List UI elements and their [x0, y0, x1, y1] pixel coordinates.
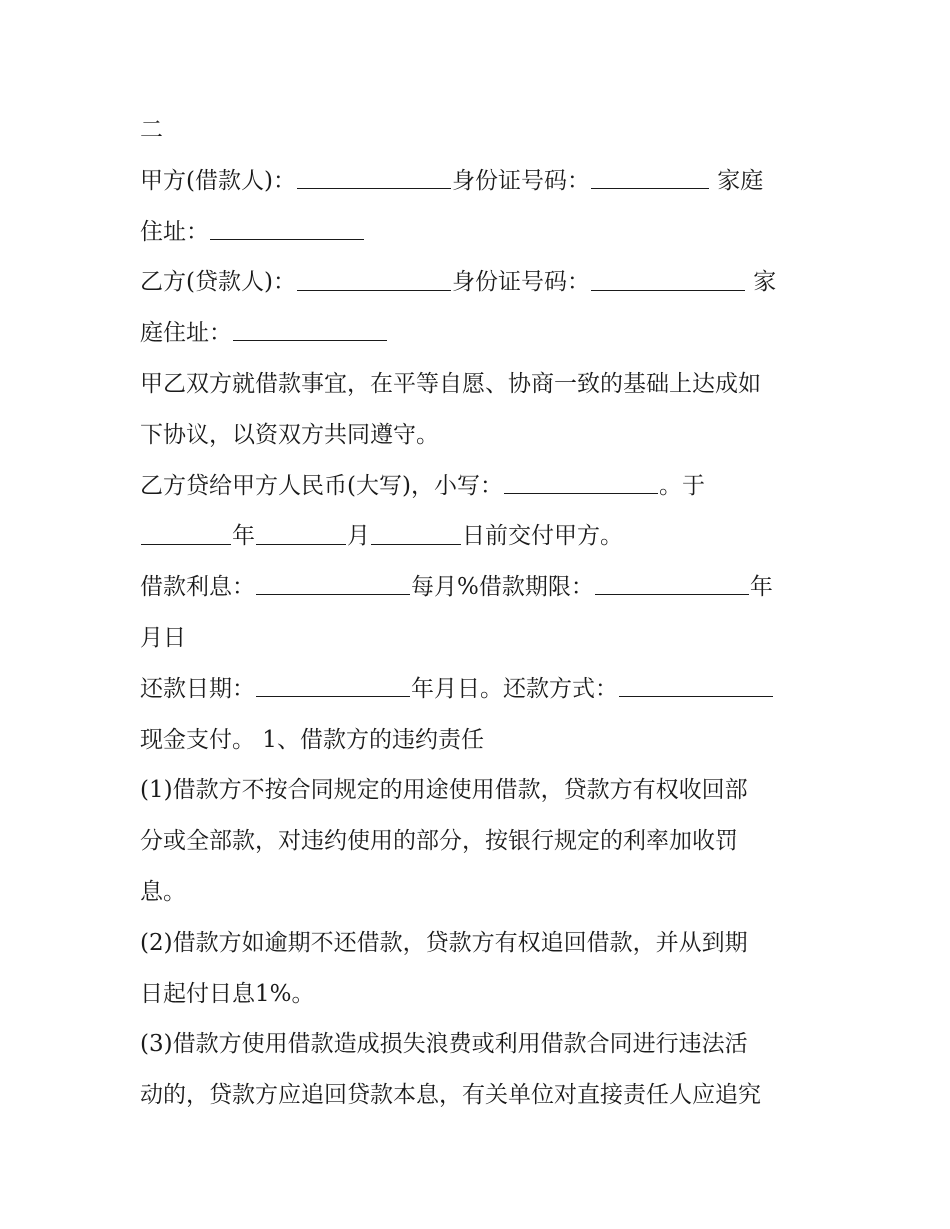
clause-3-line-2 — [140, 1070, 820, 1121]
clause-1-text-1: (1)借款方不按合同规定的用途使用借款，贷款方有权收回部 — [140, 777, 748, 804]
repayment-label: 还款日期： — [140, 675, 255, 702]
clause-1-text-3: 息。 — [140, 878, 186, 905]
repayment-middle: 年月日。还款方式： — [411, 675, 618, 702]
interest-middle: 每月%借款期限： — [411, 574, 594, 601]
payment-heading-text: 现金支付。 1、借款方的违约责任 — [140, 726, 484, 753]
preamble-line-2 — [140, 410, 820, 461]
party-a-id-label: 身份证号码： — [451, 167, 590, 194]
delivery-month-blank — [256, 544, 346, 545]
clause-2-text-2: 日起付日息1%。 — [140, 980, 315, 1007]
interest-label: 借款利息： — [140, 574, 255, 601]
clause-3-text-2: 动的，贷款方应追回贷款本息，有关单位对直接责任人应追究 — [140, 1082, 761, 1109]
section-number-text: 二 — [140, 117, 163, 143]
party-b-address-label-1: 家 — [753, 269, 777, 296]
loan-amount-text: 乙方贷给甲方人民币(大写)，小写： — [140, 472, 503, 499]
repayment-date-blank — [256, 696, 410, 697]
loan-amount-blank — [504, 493, 658, 494]
payment-heading-line — [140, 715, 820, 766]
delivery-year-blank — [141, 544, 231, 545]
delivery-day-blank — [371, 544, 461, 545]
interest-blank — [256, 594, 410, 595]
party-b-address-label-2: 庭住址： — [140, 320, 232, 347]
clause-3-line-1 — [140, 1019, 820, 1070]
party-a-address-line — [140, 207, 820, 258]
party-b-line — [140, 257, 820, 308]
clause-1-text-2: 分或全部款，对违约使用的部分，按银行规定的利率加收罚 — [140, 828, 738, 855]
clause-3-text-1: (3)借款方使用借款造成损失浪费或利用借款合同进行违法活 — [140, 1031, 748, 1058]
delivery-year-label: 年 — [232, 523, 255, 550]
preamble-line-1 — [140, 359, 820, 410]
party-a-line — [140, 156, 820, 207]
delivery-month-label: 月 — [347, 523, 370, 550]
contract-body — [140, 105, 820, 1121]
term-month-day-label: 月日 — [140, 624, 186, 651]
party-a-label: 甲方(借款人)： — [140, 167, 296, 194]
repayment-line — [140, 664, 820, 715]
party-a-address-label-2: 住址： — [140, 218, 209, 245]
interest-continuation-line — [140, 613, 820, 664]
party-b-name-blank — [297, 290, 451, 291]
term-year-label: 年 — [749, 574, 773, 601]
repayment-method-blank — [619, 696, 773, 697]
clause-2-text-1: (2)借款方如逾期不还借款，贷款方有权追回借款，并从到期 — [140, 929, 748, 956]
clause-2-line-2 — [140, 969, 820, 1020]
party-b-id-blank — [591, 290, 745, 291]
party-a-name-blank — [297, 188, 451, 189]
clause-1-line-2 — [140, 816, 820, 867]
clause-1-line-1 — [140, 765, 820, 816]
party-a-address-label-1: 家庭 — [717, 167, 764, 194]
delivery-suffix: 日前交付甲方。 — [462, 523, 623, 550]
party-a-address-blank — [210, 239, 364, 240]
party-b-address-line — [140, 308, 820, 359]
interest-line — [140, 562, 820, 613]
preamble-text-1: 甲乙双方就借款事宜，在平等自愿、协商一致的基础上达成如 — [140, 370, 761, 397]
loan-amount-line — [140, 461, 820, 512]
term-blank — [595, 594, 749, 595]
party-b-address-blank — [233, 340, 387, 341]
loan-amount-suffix: 。于 — [658, 472, 705, 499]
party-a-id-blank — [591, 188, 709, 189]
party-b-id-label: 身份证号码： — [451, 269, 590, 296]
clause-1-line-3 — [140, 867, 820, 918]
preamble-text-2: 下协议，以资双方共同遵守。 — [140, 421, 439, 448]
clause-2-line-1 — [140, 918, 820, 969]
delivery-date-line — [140, 511, 820, 562]
party-b-label: 乙方(贷款人)： — [140, 269, 296, 296]
section-number — [140, 105, 820, 156]
